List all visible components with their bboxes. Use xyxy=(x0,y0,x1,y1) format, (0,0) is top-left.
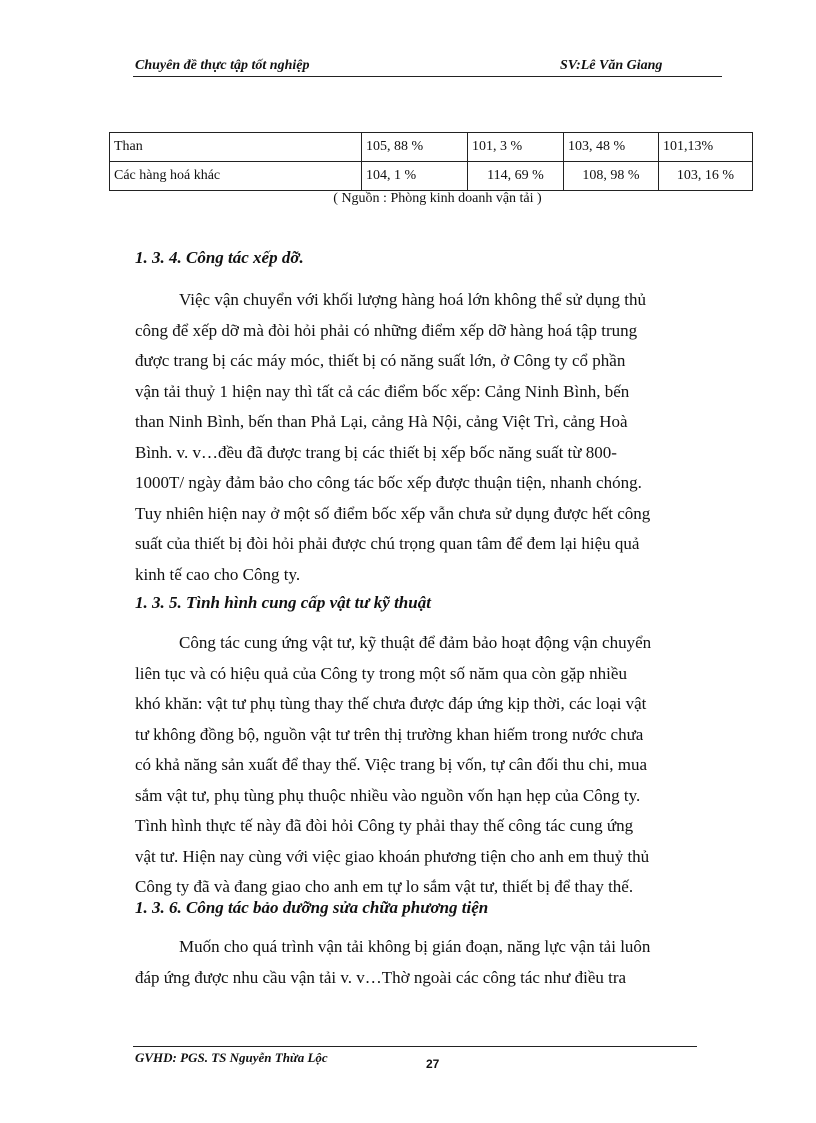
table-cell: 105, 88 % xyxy=(362,133,468,162)
section-heading: 1. 3. 5. Tình hình cung cấp vật tư kỹ thuật xyxy=(135,593,431,612)
text-line: Bình. v. v…đều đã được trang bị các thiết bị xếp bốc năng suất từ 800- xyxy=(135,442,617,462)
section-heading: 1. 3. 6. Công tác bảo dưỡng sửa chữa phương tiện xyxy=(135,898,489,917)
table-row xyxy=(110,162,753,191)
footer-divider xyxy=(133,1046,697,1047)
text-line: Công ty đã và đang giao cho anh em tự lo sắm vật tư, thiết bị để thay thế. xyxy=(135,877,634,896)
statistics-table xyxy=(109,132,753,191)
table-cell: 103, 48 % xyxy=(564,133,659,162)
text-line: Muốn cho quá trình vận tải không bị gián đoạn, năng lực vận tải luôn xyxy=(179,937,651,956)
text-line: vật tư. Hiện nay cùng với việc giao khoán phương tiện cho anh em thuỷ thủ xyxy=(135,846,650,866)
section-paragraph xyxy=(135,285,719,590)
text-line: Công tác cung ứng vật tư, kỹ thuật để đảm bảo hoạt động vận chuyển xyxy=(179,633,652,652)
section-paragraph xyxy=(135,628,719,903)
page-header xyxy=(133,56,722,77)
table-cell: Than xyxy=(110,133,362,162)
text-line: liên tục và có hiệu quả của Công ty trong một số năm qua còn gặp nhiều xyxy=(135,663,627,683)
text-line: Tình hình thực tế này đã đòi hỏi Công ty phải thay thế công tác cung ứng xyxy=(135,816,634,835)
text-line: kinh tế cao cho Công ty. xyxy=(135,564,301,584)
table-cell: 101, 3 % xyxy=(468,133,564,162)
footer-supervisor: GVHD: PGS. TS Nguyễn Thừa Lộc xyxy=(135,1050,328,1065)
text-line: Tuy nhiên hiện nay ở một số điểm bốc xếp vẫn chưa sử dụng được hết công xyxy=(135,503,651,523)
text-line: được trang bị các máy móc, thiết bị có năng suất lớn, ở Công ty cổ phần xyxy=(135,351,626,370)
text-line: suất của thiết bị đòi hỏi phải được chú trọng quan tâm để đem lại hiệu quả xyxy=(135,534,640,553)
section-paragraph xyxy=(135,932,719,993)
table-row xyxy=(110,133,753,162)
header-student: SV:Lê Văn Giang xyxy=(560,58,663,73)
page-number: 27 xyxy=(426,1057,440,1071)
table-cell: 108, 98 % xyxy=(564,162,659,191)
text-line: Việc vận chuyển với khối lượng hàng hoá lớn không thể sử dụng thủ xyxy=(179,290,646,309)
text-line: khó khăn: vật tư phụ tùng thay thế chưa được đáp ứng kịp thời, các loại vật xyxy=(135,694,647,713)
table-cell: 104, 1 % xyxy=(362,162,468,191)
table-cell: 101,13% xyxy=(659,133,753,162)
text-line: than Ninh Bình, bến than Phả Lại, cảng Hà Nội, cảng Việt Trì, cảng Hoà xyxy=(135,412,628,431)
table-cell: Các hàng hoá khác xyxy=(110,162,362,191)
text-line: công để xếp dỡ mà đòi hỏi phải có những điểm xếp dỡ hàng hoá tập trung xyxy=(135,320,638,340)
table-cell: 114, 69 % xyxy=(468,162,564,191)
text-line: tư không đồng bộ, nguồn vật tư trên thị trường khan hiếm trong nước chưa xyxy=(135,724,644,744)
text-line: có khả năng sản xuất để thay thế. Việc trang bị vốn, tự cân đối thu chi, mua xyxy=(135,755,648,774)
text-line: đáp ứng được nhu cầu vận tải v. v…Thờ ngoài các công tác như điều tra xyxy=(135,967,627,987)
table-cell: 103, 16 % xyxy=(659,162,753,191)
text-line: 1000T/ ngày đảm bảo cho công tác bốc xếp được thuận tiện, nhanh chóng. xyxy=(135,473,642,492)
text-line: vận tải thuỷ 1 hiện nay thì tất cả các điểm bốc xếp: Cảng Ninh Bình, bến xyxy=(135,381,630,401)
table-source-note: ( Nguồn : Phòng kinh doanh vận tải ) xyxy=(333,191,542,206)
text-line: sắm vật tư, phụ tùng phụ thuộc nhiều vào nguồn vốn hạn hẹp của Công ty. xyxy=(135,785,641,805)
section-heading: 1. 3. 4. Công tác xếp dỡ. xyxy=(135,248,304,267)
header-title: Chuyên đề thực tập tốt nghiệp xyxy=(135,58,310,73)
